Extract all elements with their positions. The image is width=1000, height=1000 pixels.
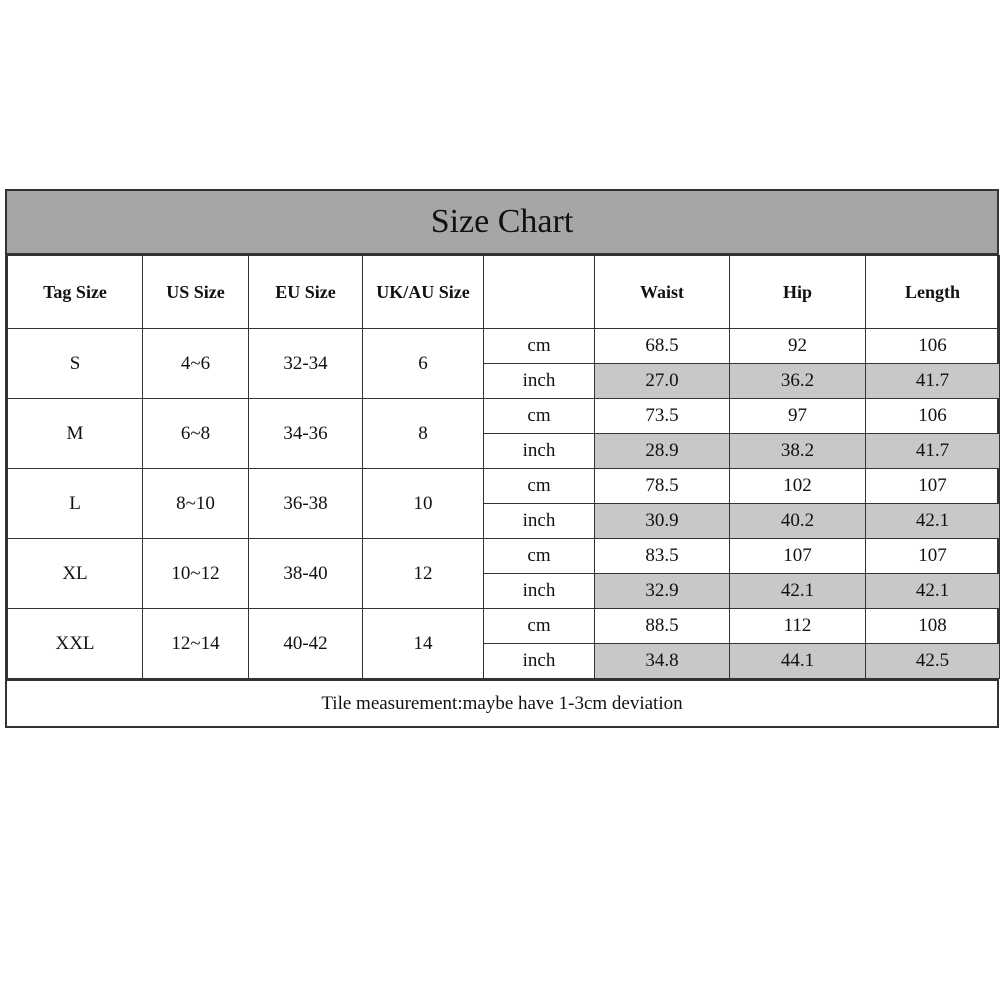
header-length: Length [866,256,1000,329]
hip-cell: 44.1 [730,644,866,679]
hip-cell: 36.2 [730,364,866,399]
header-uk-au-size: UK/AU Size [363,256,484,329]
us-size-cell: 6~8 [143,399,249,469]
unit-cell: inch [484,364,595,399]
length-cell: 106 [866,399,1000,434]
table-row [8,539,1000,574]
uk-au-size-cell: 14 [363,609,484,679]
unit-cell: cm [484,329,595,364]
header-hip: Hip [730,256,866,329]
waist-cell: 34.8 [595,644,730,679]
unit-cell: cm [484,539,595,574]
table-row [8,399,1000,434]
hip-cell: 92 [730,329,866,364]
waist-cell: 27.0 [595,364,730,399]
length-cell: 42.1 [866,504,1000,539]
size-chart [5,189,999,728]
uk-au-size-cell: 6 [363,329,484,399]
header-us-size: US Size [143,256,249,329]
length-cell: 41.7 [866,434,1000,469]
table-row [8,469,1000,504]
tag-size-cell: S [8,329,143,399]
unit-cell: cm [484,399,595,434]
eu-size-cell: 38-40 [249,539,363,609]
waist-cell: 30.9 [595,504,730,539]
waist-cell: 78.5 [595,469,730,504]
eu-size-cell: 40-42 [249,609,363,679]
hip-cell: 40.2 [730,504,866,539]
table-row [8,609,1000,644]
hip-cell: 97 [730,399,866,434]
uk-au-size-cell: 10 [363,469,484,539]
waist-cell: 88.5 [595,609,730,644]
header-unit [484,256,595,329]
waist-cell: 32.9 [595,574,730,609]
hip-cell: 42.1 [730,574,866,609]
length-cell: 42.1 [866,574,1000,609]
unit-cell: inch [484,504,595,539]
waist-cell: 28.9 [595,434,730,469]
unit-cell: cm [484,609,595,644]
size-table [7,255,1000,679]
unit-cell: inch [484,574,595,609]
header-waist: Waist [595,256,730,329]
eu-size-cell: 36-38 [249,469,363,539]
uk-au-size-cell: 12 [363,539,484,609]
tag-size-cell: XXL [8,609,143,679]
eu-size-cell: 32-34 [249,329,363,399]
us-size-cell: 4~6 [143,329,249,399]
length-cell: 107 [866,539,1000,574]
unit-cell: cm [484,469,595,504]
waist-cell: 73.5 [595,399,730,434]
length-cell: 107 [866,469,1000,504]
waist-cell: 83.5 [595,539,730,574]
header-row [8,256,1000,329]
eu-size-cell: 34-36 [249,399,363,469]
length-cell: 41.7 [866,364,1000,399]
header-tag-size: Tag Size [8,256,143,329]
hip-cell: 107 [730,539,866,574]
us-size-cell: 8~10 [143,469,249,539]
length-cell: 42.5 [866,644,1000,679]
waist-cell: 68.5 [595,329,730,364]
footer-note: Tile measurement:maybe have 1-3cm deviation [7,679,997,726]
hip-cell: 102 [730,469,866,504]
uk-au-size-cell: 8 [363,399,484,469]
unit-cell: inch [484,644,595,679]
us-size-cell: 10~12 [143,539,249,609]
chart-title: Size Chart [7,191,997,255]
unit-cell: inch [484,434,595,469]
tag-size-cell: M [8,399,143,469]
length-cell: 108 [866,609,1000,644]
table-row [8,329,1000,364]
header-eu-size: EU Size [249,256,363,329]
tag-size-cell: XL [8,539,143,609]
length-cell: 106 [866,329,1000,364]
us-size-cell: 12~14 [143,609,249,679]
hip-cell: 112 [730,609,866,644]
hip-cell: 38.2 [730,434,866,469]
tag-size-cell: L [8,469,143,539]
